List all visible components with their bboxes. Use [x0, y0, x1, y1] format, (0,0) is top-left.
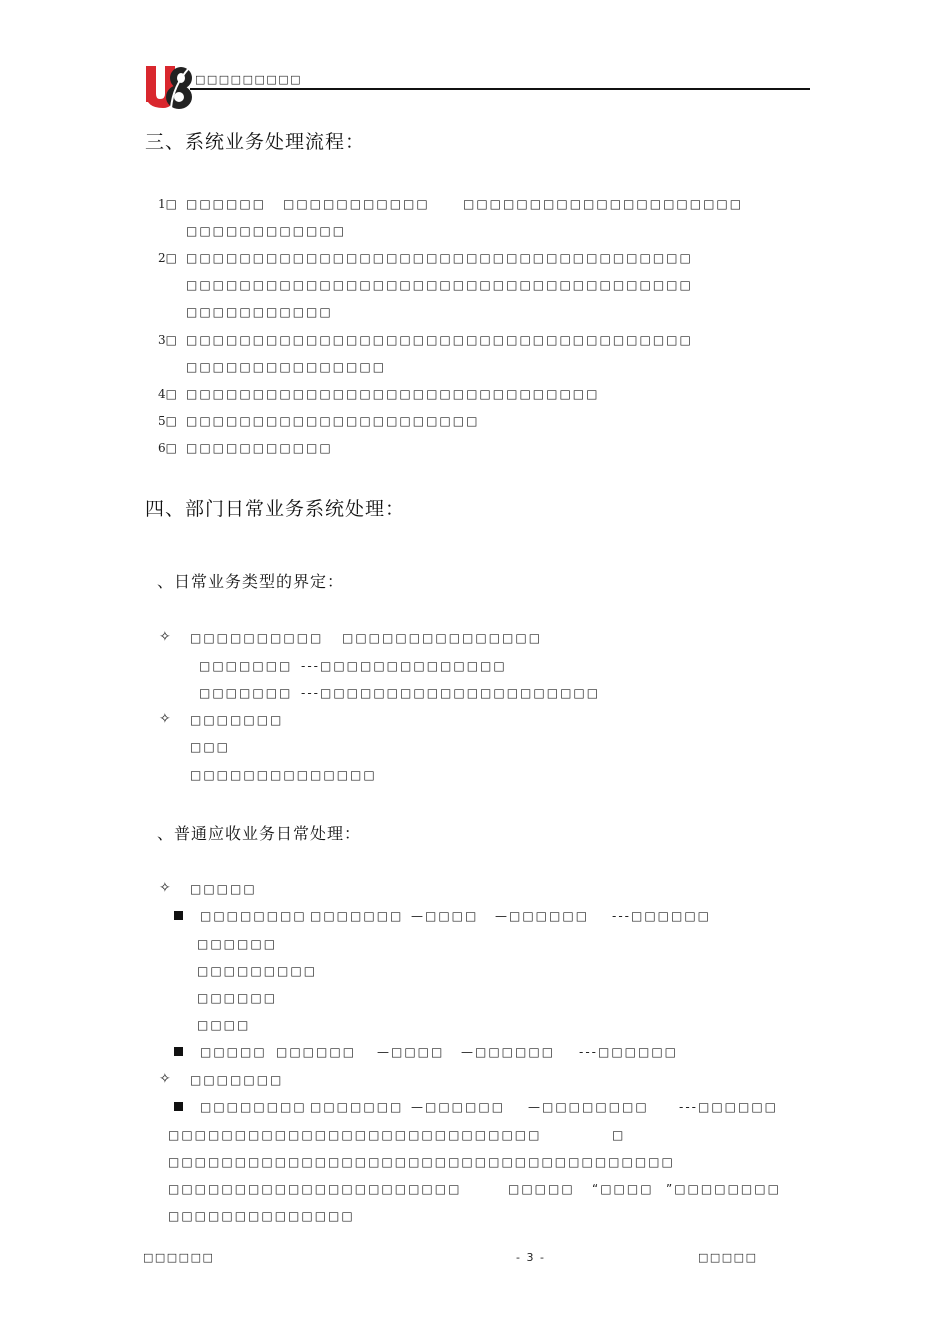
row1-col1: □□□□□□□□: [200, 909, 307, 923]
row2-col2: □□□□□□: [276, 1045, 357, 1059]
type-a2-desc: ---□□□□□□□□□□□□□□□□□□□□□: [301, 686, 601, 700]
flow-item-1-part-3: □□□□□□□□□□□□□□□□□□□□□: [463, 197, 744, 211]
row3-col3: —□□□□□□: [411, 1100, 506, 1114]
flow-item-2-cont-1: □□□□□□□□□□□□□□□□□□□□□□□□□□□□□□□□□□□□□□: [186, 278, 693, 292]
type-a2-label: □□□□□□□: [199, 686, 293, 700]
row2-col1: □□□□□: [200, 1045, 267, 1059]
row1-col4: —□□□□□□: [495, 909, 590, 923]
flow-item-6-number: 6□: [158, 441, 177, 455]
page-number: - 3 -: [516, 1251, 546, 1264]
square-bullet-icon: [174, 1047, 183, 1056]
flow-item-5-part-1: □□□□□□□□□□□□□□□□□□□□□□: [186, 414, 480, 428]
type-a1-desc: ---□□□□□□□□□□□□□□: [301, 659, 507, 673]
flow-item-3-number: 3□: [158, 333, 177, 347]
flow-item-2-number: 2□: [158, 251, 177, 265]
row1-col3: —□□□□: [411, 909, 479, 923]
flow-item-1-number: 1□: [158, 197, 177, 211]
diamond-bullet-icon: ✧: [159, 711, 171, 727]
row3-col1: □□□□□□□□: [200, 1100, 307, 1114]
paragraph-line-4: □□□□□□□□□□□□□□: [168, 1209, 355, 1223]
flow-item-1-part-1: □□□□□□: [186, 197, 267, 211]
row2-col3: —□□□□: [377, 1045, 445, 1059]
paragraph-line-3d: ”□□□□□□□□: [666, 1182, 781, 1196]
paragraph-line-1b: □: [612, 1128, 626, 1142]
ordinary-b-label: □□□□□□□: [190, 1073, 284, 1087]
header-divider: [190, 88, 810, 90]
flow-item-4-number: 4□: [158, 387, 177, 401]
row1-sub-2: □□□□□□□□□: [197, 964, 318, 978]
paragraph-line-2: □□□□□□□□□□□□□□□□□□□□□□□□□□□□□□□□□□□□□□: [168, 1155, 675, 1169]
row2-col5: ---□□□□□□: [579, 1045, 679, 1059]
subsection-business-types-title: 、日常业务类型的界定：: [157, 572, 345, 591]
ordinary-a-label: □□□□□: [190, 882, 257, 896]
row3-col4: —□□□□□□□□: [528, 1100, 649, 1114]
footer-left: □□□□□□: [143, 1251, 215, 1264]
row3-col5: ---□□□□□□: [679, 1100, 779, 1114]
flow-item-6-part-1: □□□□□□□□□□□: [186, 441, 333, 455]
row1-sub-3: □□□□□□: [197, 991, 278, 1005]
row1-col2: □□□□□□□: [310, 909, 404, 923]
type-b-line-2: □□□□□□□□□□□□□□: [190, 768, 377, 782]
paragraph-line-1a: □□□□□□□□□□□□□□□□□□□□□□□□□□□□: [168, 1128, 542, 1142]
header-company-name: □□□□□□□□□: [195, 73, 303, 86]
paragraph-line-3c: “□□□□: [592, 1182, 654, 1196]
paragraph-line-3b: □□□□□: [508, 1182, 575, 1196]
flow-item-5-number: 5□: [158, 414, 177, 428]
paragraph-line-3a: □□□□□□□□□□□□□□□□□□□□□□: [168, 1182, 462, 1196]
flow-item-1-cont-1: □□□□□□□□□□□□: [186, 224, 347, 238]
type-b-label: □□□□□□□: [190, 713, 284, 727]
row1-sub-1: □□□□□□: [197, 937, 278, 951]
flow-item-4-part-1: □□□□□□□□□□□□□□□□□□□□□□□□□□□□□□□: [186, 387, 600, 401]
type-b-line-1: □□□: [190, 740, 231, 754]
subsection-ordinary-receivable-title: 、普通应收业务日常处理：: [157, 824, 362, 843]
row3-col2: □□□□□□□: [310, 1100, 404, 1114]
type-a1-label: □□□□□□□: [199, 659, 293, 673]
flow-item-3-part-1: □□□□□□□□□□□□□□□□□□□□□□□□□□□□□□□□□□□□□□: [186, 333, 693, 347]
row2-col4: —□□□□□□: [461, 1045, 556, 1059]
type-a-label: □□□□□□□□□□: [190, 631, 324, 645]
diamond-bullet-icon: ✧: [159, 1071, 171, 1087]
row1-sub-4: □□□□: [197, 1018, 251, 1032]
square-bullet-icon: [174, 1102, 183, 1111]
section-3-title: 三、系统业务处理流程：: [145, 131, 366, 153]
diamond-bullet-icon: ✧: [159, 880, 171, 896]
section-4-title: 四、部门日常业务系统处理：: [145, 498, 406, 520]
flow-item-3-cont-1: □□□□□□□□□□□□□□□: [186, 360, 387, 374]
row1-col5: ---□□□□□□: [612, 909, 712, 923]
footer-right: □□□□□: [698, 1251, 758, 1264]
type-a-desc: □□□□□□□□□□□□□□□: [342, 631, 543, 645]
flow-item-2-part-1: □□□□□□□□□□□□□□□□□□□□□□□□□□□□□□□□□□□□□□: [186, 251, 693, 265]
flow-item-1-part-2: □□□□□□□□□□□: [283, 197, 430, 211]
u8-logo-icon: [143, 64, 197, 110]
square-bullet-icon: [174, 911, 183, 920]
diamond-bullet-icon: ✧: [159, 629, 171, 645]
flow-item-2-cont-2: □□□□□□□□□□□: [186, 305, 333, 319]
